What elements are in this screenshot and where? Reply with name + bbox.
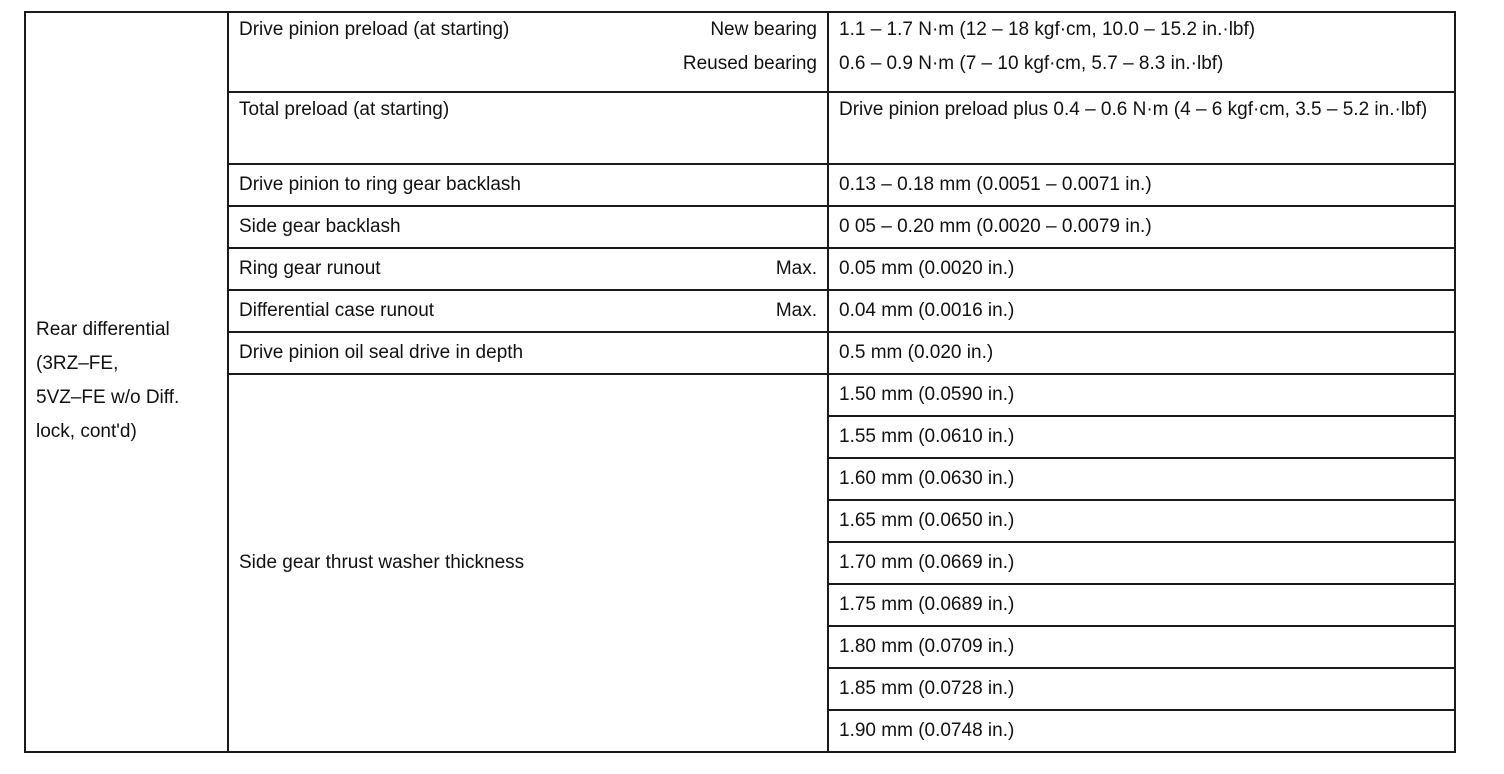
param-cell bbox=[228, 92, 828, 164]
value-text: 0 05 – 0.20 mm (0.0020 – 0.0079 in.) bbox=[839, 216, 1152, 237]
value-text: Drive pinion preload plus 0.4 – 0.6 N·m (4 – 6 kgf·cm, 3.5 – 5.2 in.·lbf) bbox=[839, 99, 1428, 120]
table-row bbox=[25, 164, 1455, 206]
section-label-line: (3RZ–FE, bbox=[36, 353, 119, 374]
section-label-line: Rear differential bbox=[36, 319, 170, 340]
table-row bbox=[25, 374, 1455, 416]
section-label-line: lock, cont'd) bbox=[36, 421, 137, 442]
table-row bbox=[25, 12, 1455, 92]
qualifier-label: Reused bearing bbox=[682, 53, 817, 74]
value-cell bbox=[828, 542, 1455, 584]
param-label: Ring gear runout bbox=[239, 258, 381, 279]
table-row bbox=[25, 290, 1455, 332]
section-label-line: 5VZ–FE w/o Diff. bbox=[36, 387, 180, 408]
value-text: 1.90 mm (0.0748 in.) bbox=[839, 720, 1015, 741]
value-cell bbox=[828, 374, 1455, 416]
value-cell bbox=[828, 458, 1455, 500]
value-cell bbox=[828, 290, 1455, 332]
value-cell bbox=[828, 710, 1455, 752]
param-cell bbox=[228, 12, 828, 92]
param-cell bbox=[228, 164, 828, 206]
value-cell bbox=[828, 416, 1455, 458]
table-row bbox=[25, 248, 1455, 290]
value-text: 1.60 mm (0.0630 in.) bbox=[839, 468, 1015, 489]
value-text: 1.70 mm (0.0669 in.) bbox=[839, 552, 1015, 573]
value-cell bbox=[828, 332, 1455, 374]
specification-table bbox=[24, 11, 1456, 753]
value-cell bbox=[828, 626, 1455, 668]
value-cell bbox=[828, 164, 1455, 206]
value-text: 1.50 mm (0.0590 in.) bbox=[839, 384, 1015, 405]
value-text: 0.04 mm (0.0016 in.) bbox=[839, 300, 1015, 321]
value-text: 1.1 – 1.7 N·m (12 – 18 kgf·cm, 10.0 – 15.2 in.·lbf) bbox=[839, 19, 1256, 40]
value-text: 1.85 mm (0.0728 in.) bbox=[839, 678, 1015, 699]
qualifier-label: Max. bbox=[775, 300, 817, 321]
table-row bbox=[25, 332, 1455, 374]
param-label: Side gear thrust washer thickness bbox=[239, 552, 525, 573]
param-label: Total preload (at starting) bbox=[239, 99, 450, 120]
qualifier-label: New bearing bbox=[710, 19, 817, 40]
value-text: 1.75 mm (0.0689 in.) bbox=[839, 594, 1015, 615]
table-row bbox=[25, 92, 1455, 164]
qualifier-label: Max. bbox=[775, 258, 817, 279]
value-text: 0.05 mm (0.0020 in.) bbox=[839, 258, 1015, 279]
value-cell bbox=[828, 584, 1455, 626]
param-cell bbox=[228, 248, 828, 290]
param-label: Drive pinion preload (at starting) bbox=[239, 19, 510, 40]
table-row bbox=[25, 206, 1455, 248]
value-text: 0.6 – 0.9 N·m (7 – 10 kgf·cm, 5.7 – 8.3 in.·lbf) bbox=[839, 53, 1224, 74]
param-cell bbox=[228, 332, 828, 374]
value-cell bbox=[828, 500, 1455, 542]
value-text: 1.65 mm (0.0650 in.) bbox=[839, 510, 1015, 531]
param-cell bbox=[228, 374, 828, 752]
value-cell bbox=[828, 12, 1455, 92]
value-text: 0.13 – 0.18 mm (0.0051 – 0.0071 in.) bbox=[839, 174, 1152, 195]
param-label: Drive pinion oil seal drive in depth bbox=[239, 342, 524, 363]
param-cell bbox=[228, 206, 828, 248]
param-label: Differential case runout bbox=[239, 300, 435, 321]
param-label: Side gear backlash bbox=[239, 216, 401, 237]
value-text: 0.5 mm (0.020 in.) bbox=[839, 342, 994, 363]
value-cell bbox=[828, 206, 1455, 248]
param-cell bbox=[228, 290, 828, 332]
section-label-cell bbox=[25, 12, 228, 752]
value-cell bbox=[828, 92, 1455, 164]
value-cell bbox=[828, 248, 1455, 290]
param-label: Drive pinion to ring gear backlash bbox=[239, 174, 521, 195]
value-text: 1.55 mm (0.0610 in.) bbox=[839, 426, 1015, 447]
value-text: 1.80 mm (0.0709 in.) bbox=[839, 636, 1015, 657]
value-cell bbox=[828, 668, 1455, 710]
